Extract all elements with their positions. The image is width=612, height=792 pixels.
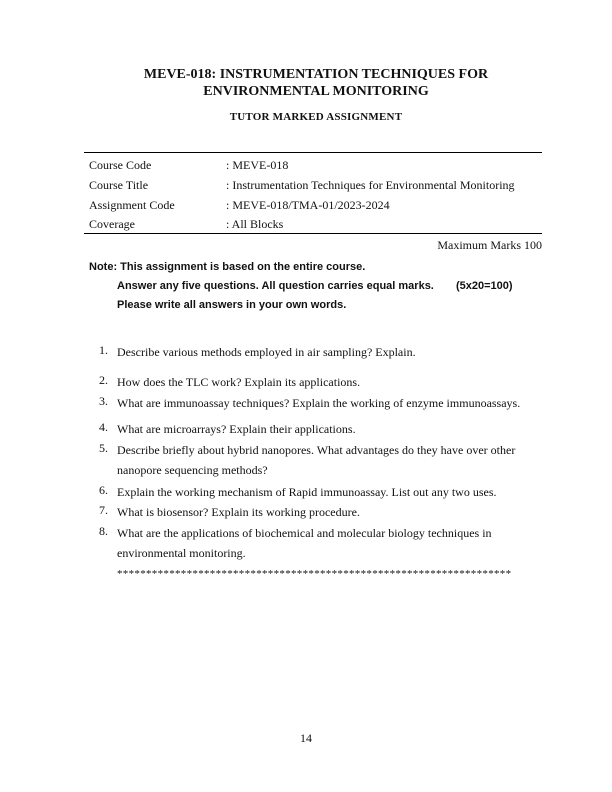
separator-stars: ******************************************************************** <box>117 568 512 580</box>
info-label: Coverage <box>89 217 135 231</box>
page-number: 14 <box>300 731 312 745</box>
bottom-divider <box>84 233 542 234</box>
question-text: What are microarrays? Explain their applications. <box>117 422 356 436</box>
question-number: 7. <box>99 503 108 517</box>
question-text: What is biosensor? Explain its working procedure. <box>117 505 360 519</box>
maximum-marks: Maximum Marks 100 <box>437 238 542 252</box>
note-line-1: Note: This assignment is based on the entire course. <box>89 261 366 273</box>
question-text: Describe various methods employed in air sampling? Explain. <box>117 345 416 359</box>
question-text: How does the TLC work? Explain its applications. <box>117 375 361 389</box>
question-number: 8. <box>99 524 108 538</box>
question-text: Explain the working mechanism of Rapid immunoassay. List out any two uses. <box>117 485 497 499</box>
info-value: : Instrumentation Techniques for Environmental Monitoring <box>226 178 515 192</box>
note-score: (5x20=100) <box>456 280 513 292</box>
question-number: 4. <box>99 420 108 434</box>
note-line-2 <box>117 280 537 292</box>
document-title <box>60 66 572 100</box>
note-line-3: Please write all answers in your own words. <box>117 299 347 311</box>
note-instruction: Answer any five questions. All question carries equal marks. <box>117 280 434 292</box>
question-number: 2. <box>99 373 108 387</box>
info-label: Course Code <box>89 158 152 172</box>
document-subtitle: TUTOR MARKED ASSIGNMENT <box>229 111 403 123</box>
info-value: : MEVE-018 <box>226 158 289 172</box>
title-line-2: ENVIRONMENTAL MONITORING <box>203 84 429 99</box>
question-number: 3. <box>99 394 108 408</box>
question-text: What are the applications of biochemical and molecular biology techniques in environmental monitoring. <box>117 526 492 560</box>
top-divider <box>84 152 542 153</box>
question-number: 5. <box>99 441 108 455</box>
info-value: : All Blocks <box>226 217 284 231</box>
question-text: Describe briefly about hybrid nanopores. What advantages do they have over other nanopore sequencing methods? <box>117 443 516 477</box>
title-line-1: MEVE-018: INSTRUMENTATION TECHNIQUES FOR <box>143 67 489 82</box>
info-value: : MEVE-018/TMA-01/2023-2024 <box>226 198 390 212</box>
info-label: Assignment Code <box>89 198 175 212</box>
question-number: 6. <box>99 483 108 497</box>
question-text: What are immunoassay techniques? Explain the working of enzyme immunoassays. <box>117 396 521 410</box>
info-label: Course Title <box>89 178 149 192</box>
question-number: 1. <box>99 343 108 357</box>
